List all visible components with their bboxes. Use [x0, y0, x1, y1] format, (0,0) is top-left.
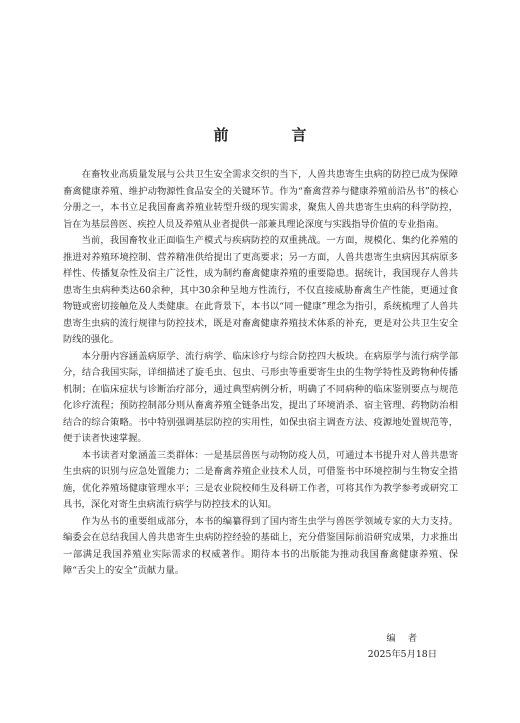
- paragraph-3: 本分册内容涵盖病原学、流行病学、临床诊疗与综合防控四大板块。在病原学与流行病学部分，结合我国实际，详细描述了旋毛虫、包虫、弓形虫等重要寄生虫的生物学特性及跨物种传播机制；在临床症状与诊断治疗部分，通过典型病例分析，明确了不同病种的临床鉴别要点与规范化诊疗流程；预防控制部分则从畜禽养殖全链条出发，提出了环境消杀、宿主管理、药物防治相结合的综合策略。书中特别强调基层防控的实用性，如保虫宿主调查方法、疫源地处置规范等，便于读者快速掌握。: [63, 350, 458, 444]
- paragraph-2: 当前，我国畜牧业正面临生产模式与疾病防控的双重挑战。一方面，规模化、集约化养殖的推进对养殖环境控制、营养精准供给提出了更高要求；另一方面，人兽共患寄生虫病因其病原多样性、传播复杂性及宿主广泛性，成为制约畜禽健康养殖的重要隐患。据统计，我国现存人兽共患寄生虫病种类达60余种，其中30余种呈地方性流行，不仅直接威胁畜禽生产性能，更通过食物链或密切接触危及人类健康。在此背景下，本书以“同一健康”理念为指引，系统梳理了人兽共患寄生虫病的流行规律与防控技术，既是对畜禽健康养殖技术体系的补充，更是对公共卫生安全防线的强化。: [63, 235, 458, 345]
- paragraph-5: 作为丛书的重要组成部分，本书的编纂得到了国内寄生虫学与兽医学领域专家的大力支持。编委会在总结我国人兽共患寄生虫病防控经验的基础上，充分借鉴国际前沿研究成果，力求推出一部满足我国养殖业实际需求的权威著作。期待本书的出版能为推动我国畜禽健康养殖、保障“舌尖上的安全”贡献力量。: [63, 515, 458, 576]
- page-title: 前 言: [213, 126, 331, 144]
- paragraph-1: 在畜牧业高质量发展与公共卫生安全需求交织的当下，人兽共患寄生虫病的防控已成为保障畜禽健康养殖、维护动物源性食品安全的关键环节。作为“畜禽营养与健康养殖前沿丛书”的核心分册之一，本书立足我国畜禽养殖业转型升级的现实需求，聚焦人兽共患寄生虫病的科学防控，旨在为基层兽医、疾控人员及养殖从业者提供一部兼具理论深度与实践指导价值的专业指南。: [63, 169, 458, 230]
- signature-block: [368, 631, 437, 663]
- signature-date: 2025年5月18日: [367, 649, 437, 660]
- preface-body: [63, 167, 458, 580]
- paragraph-4: 本书读者对象涵盖三类群体：一是基层兽医与动物防疫人员，可通过本书提升对人兽共患寄生虫病的识别与应急处置能力；二是畜禽养殖企业技术人员，可借鉴书中环境控制与生物安全措施，优化养殖场健康管理水平；三是农业院校师生及科研工作者，可将其作为教学参考或研究工具书，深化对寄生虫病流行病学与防控技术的认知。: [63, 449, 458, 510]
- signature-role: 编者: [386, 633, 429, 644]
